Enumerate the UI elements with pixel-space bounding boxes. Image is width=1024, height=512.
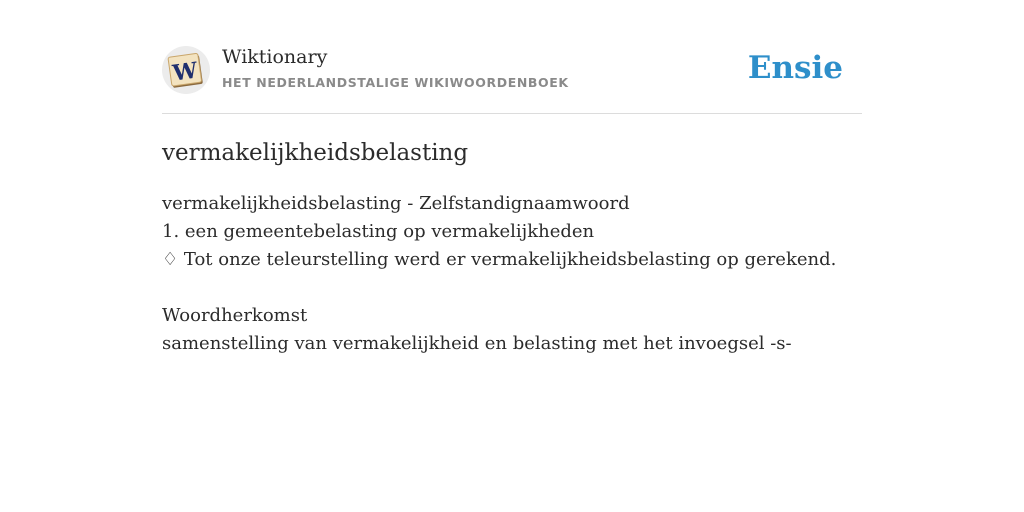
entry-example: ♢ Tot onze teleurstelling werd er vermakelijkheidsbelasting op gerekend. — [162, 249, 837, 270]
entry-headword-line: vermakelijkheidsbelasting - Zelfstandignaamwoord — [162, 193, 630, 214]
entry-content — [162, 138, 862, 358]
entry-definition: 1. een gemeentebelasting op vermakelijkheden — [162, 221, 595, 242]
site-title[interactable]: Wiktionary — [222, 46, 328, 68]
page-title: vermakelijkheidsbelasting — [162, 140, 469, 166]
site-logo[interactable] — [162, 46, 210, 94]
etymology-heading: Woordherkomst — [162, 305, 308, 326]
logo-letter: W — [171, 57, 200, 87]
wiktionary-logo-icon — [167, 52, 205, 90]
spacer — [162, 274, 862, 302]
site-header — [162, 46, 862, 114]
etymology-text: samenstelling van vermakelijkheid en belasting met het invoegsel -s- — [162, 333, 792, 354]
entry-body — [162, 190, 862, 358]
ensie-logo-link[interactable]: Ensie — [747, 50, 843, 86]
site-subtitle: HET NEDERLANDSTALIGE WIKIWOORDENBOEK — [222, 75, 569, 90]
